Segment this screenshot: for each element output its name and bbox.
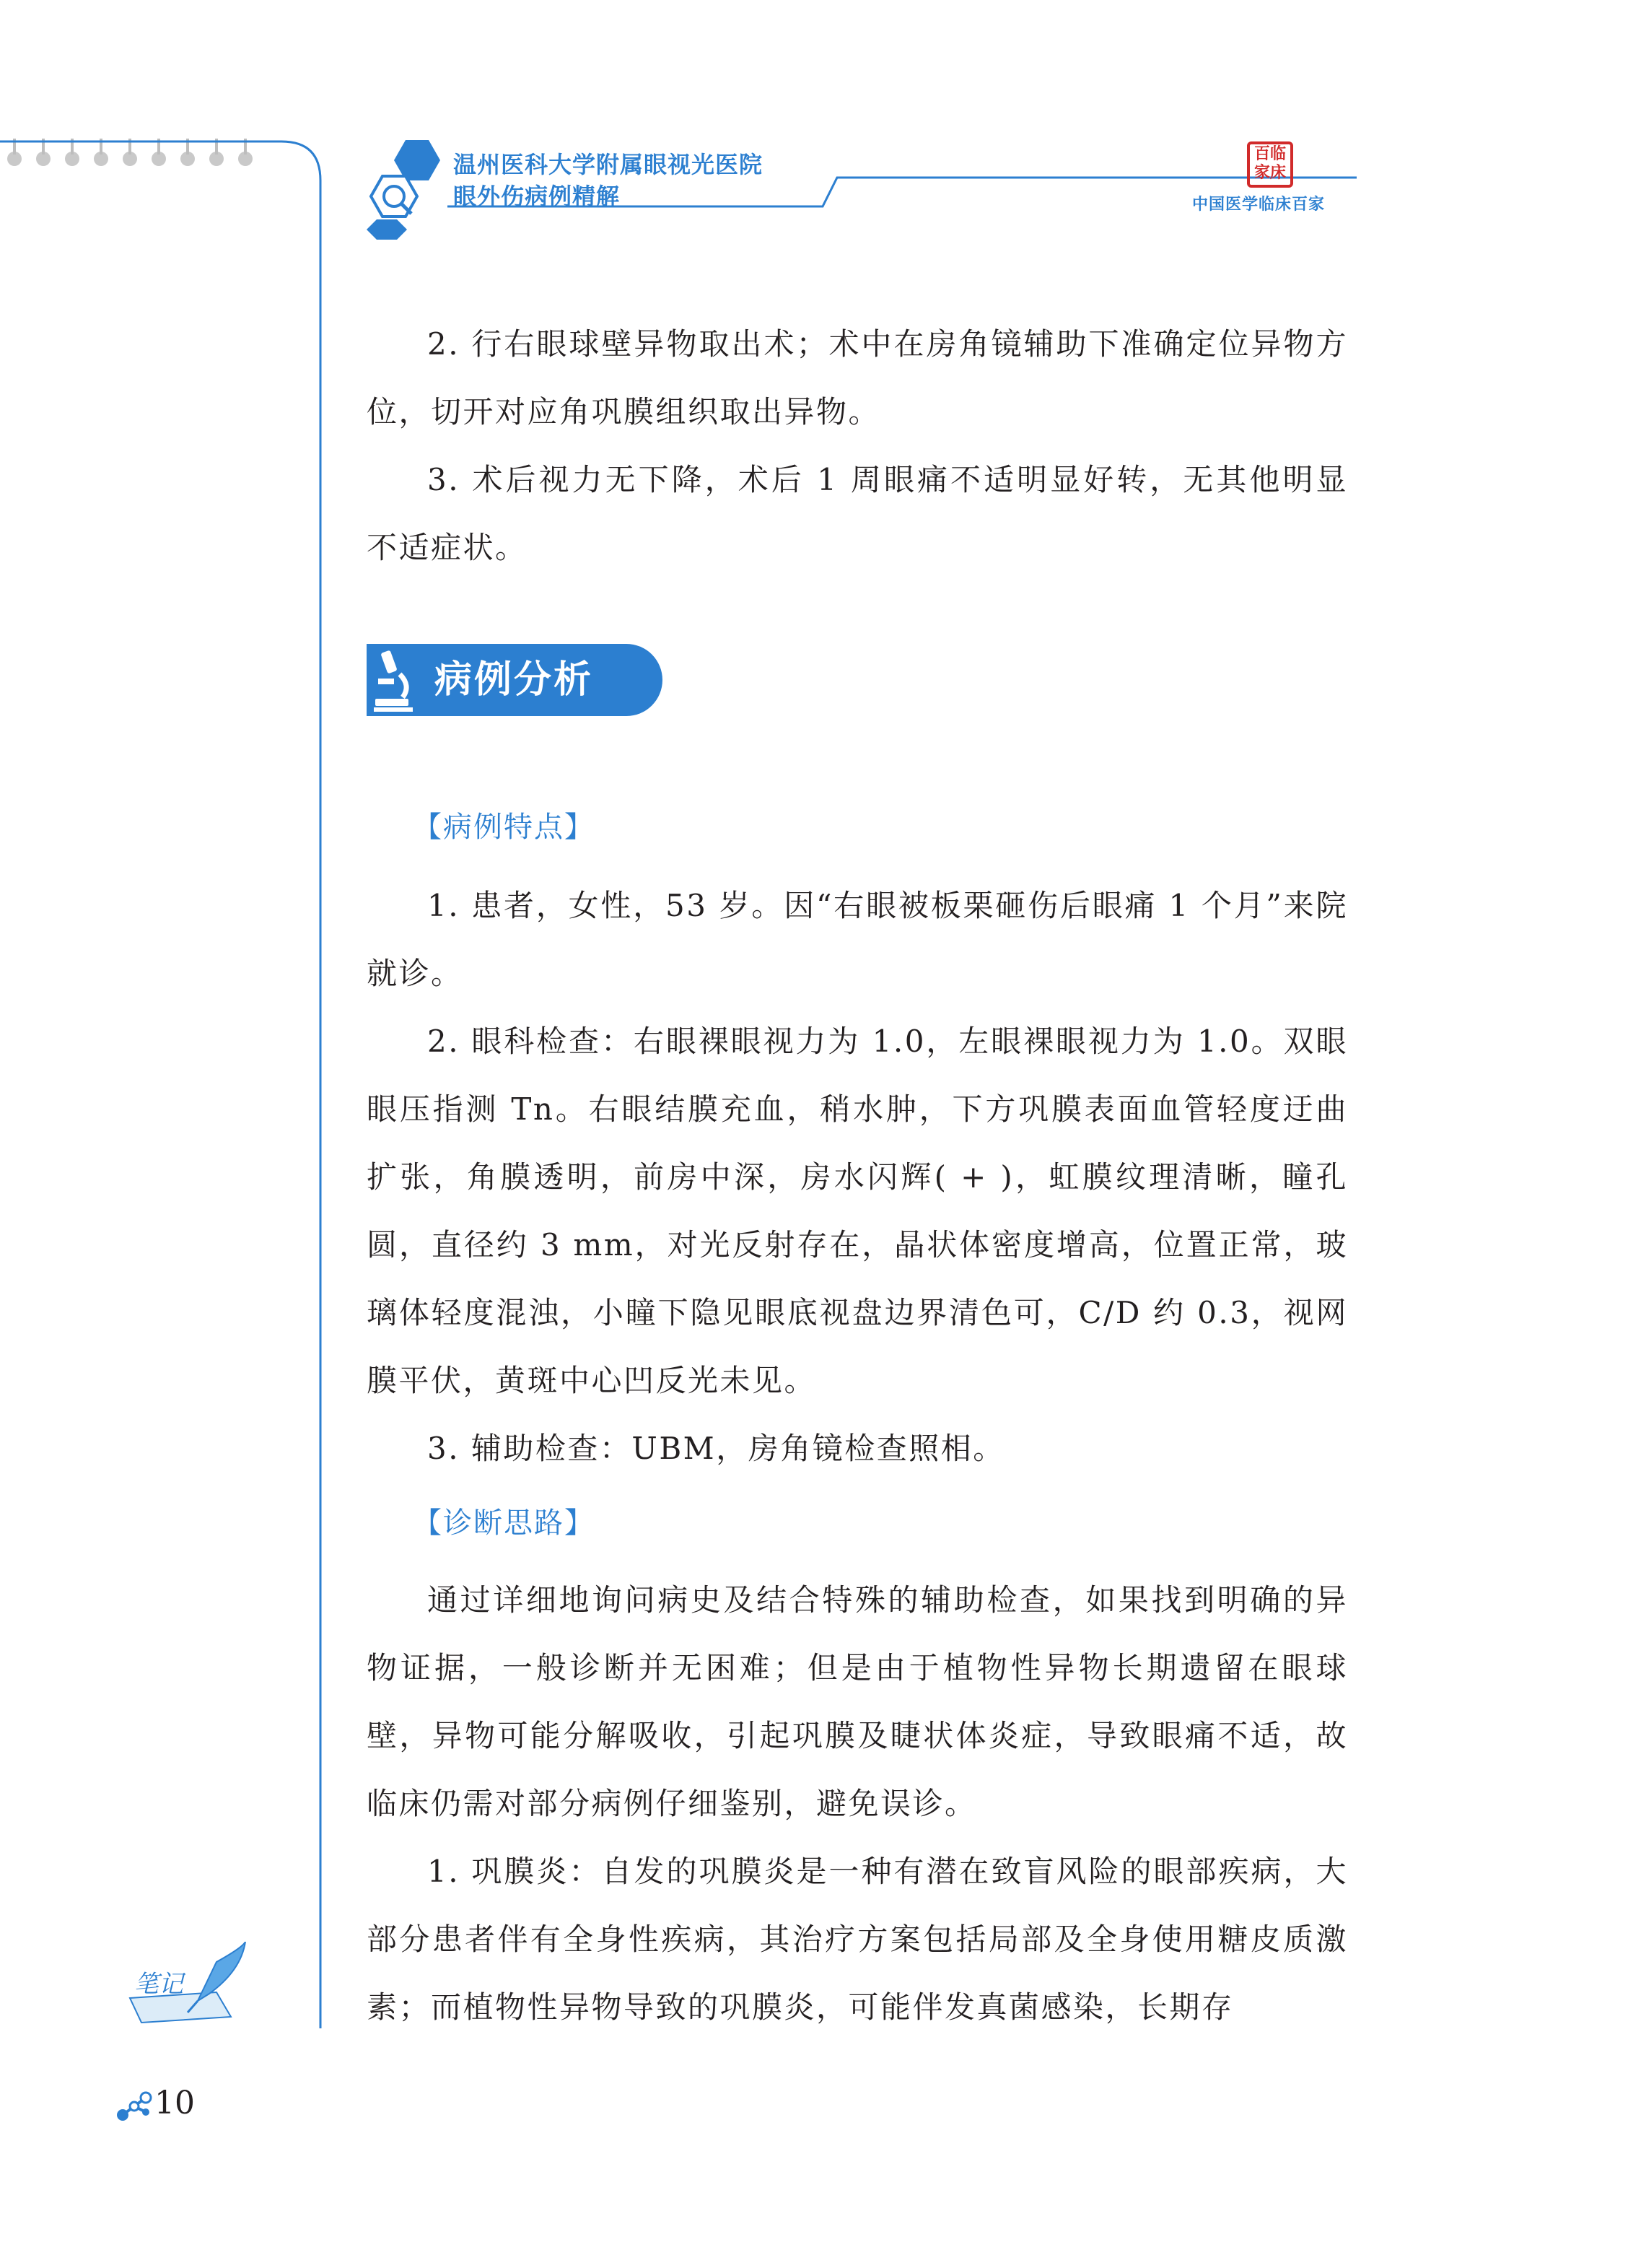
- case-feature-item: 1. 患者，女性，53 岁。因“右眼被板栗砸伤后眼痛 1 个月”来院就诊。: [367, 888, 1348, 991]
- notes-label: 笔记: [134, 1970, 183, 1999]
- heading-case-features: 【病例特点】: [413, 811, 595, 844]
- header-series-name: 中国医学临床百家: [1192, 196, 1326, 214]
- page-number: 10: [154, 2085, 195, 2121]
- microscope-icon: [368, 645, 419, 715]
- case-feature-item: 3. 辅助检查：UBM，房角镜检查照相。: [427, 1431, 1005, 1466]
- header-rule: [0, 0, 1628, 245]
- case-feature-item: 2. 眼科检查：右眼裸眼视力为 1.0，左眼裸眼视力为 1.0。双眼眼压指测 Tn。右眼结膜充血，稍水肿，下方巩膜表面血管轻度迂曲扩张，角膜透明，前房中深，房水闪辉( + )，虹膜纹理清晰，瞳孔圆，直径约 3 mm，对光反射存在，晶状体密度增高，位置正常，玻璃体轻度混浊，小瞳下隐见眼底视盘边界清色可，C/D 约 0.3，视网膜平伏，黄斑中心凹反光未见。: [367, 1024, 1348, 1398]
- notes-margin-line: [0, 0, 332, 2036]
- diagnosis-intro: 通过详细地询问病史及结合特殊的辅助检查，如果找到明确的异物证据，一般诊断并无困难；但是由于植物性异物长期遗留在眼球壁，异物可能分解吸收，引起巩膜及睫状体炎症，导致眼痛不适，故临床仍需对部分病例仔细鉴别，避免误诊。: [367, 1582, 1348, 1821]
- paragraph-surgery: 2. 行右眼球壁异物取出术；术中在房角镜辅助下准确定位异物方位，切开对应角巩膜组织取出异物。: [367, 326, 1348, 429]
- diagnosis-item: 1. 巩膜炎：自发的巩膜炎是一种有潜在致盲风险的眼部疾病，大部分患者伴有全身性疾病，其治疗方案包括局部及全身使用糖皮质激素；而植物性异物导致的巩膜炎，可能伴发真菌感染，长期存: [367, 1854, 1348, 2025]
- notes-quill-icon: [108, 1942, 253, 2028]
- series-seal-logo: 百临家床: [1247, 141, 1293, 188]
- molecule-page-icon: [115, 2090, 153, 2122]
- header-book-subtitle: 眼外伤病例精解: [453, 183, 621, 210]
- binding-rings: [7, 139, 267, 175]
- paragraph-postop: 3. 术后视力无下降，术后 1 周眼痛不适明显好转，无其他明显不适症状。: [367, 462, 1348, 565]
- heading-diagnosis: 【诊断思路】: [413, 1506, 595, 1540]
- section-title: 病例分析: [434, 658, 594, 702]
- header-hospital-title: 温州医科大学附属眼视光医院: [453, 151, 763, 178]
- header-hexagon-logo-icon: [361, 139, 455, 240]
